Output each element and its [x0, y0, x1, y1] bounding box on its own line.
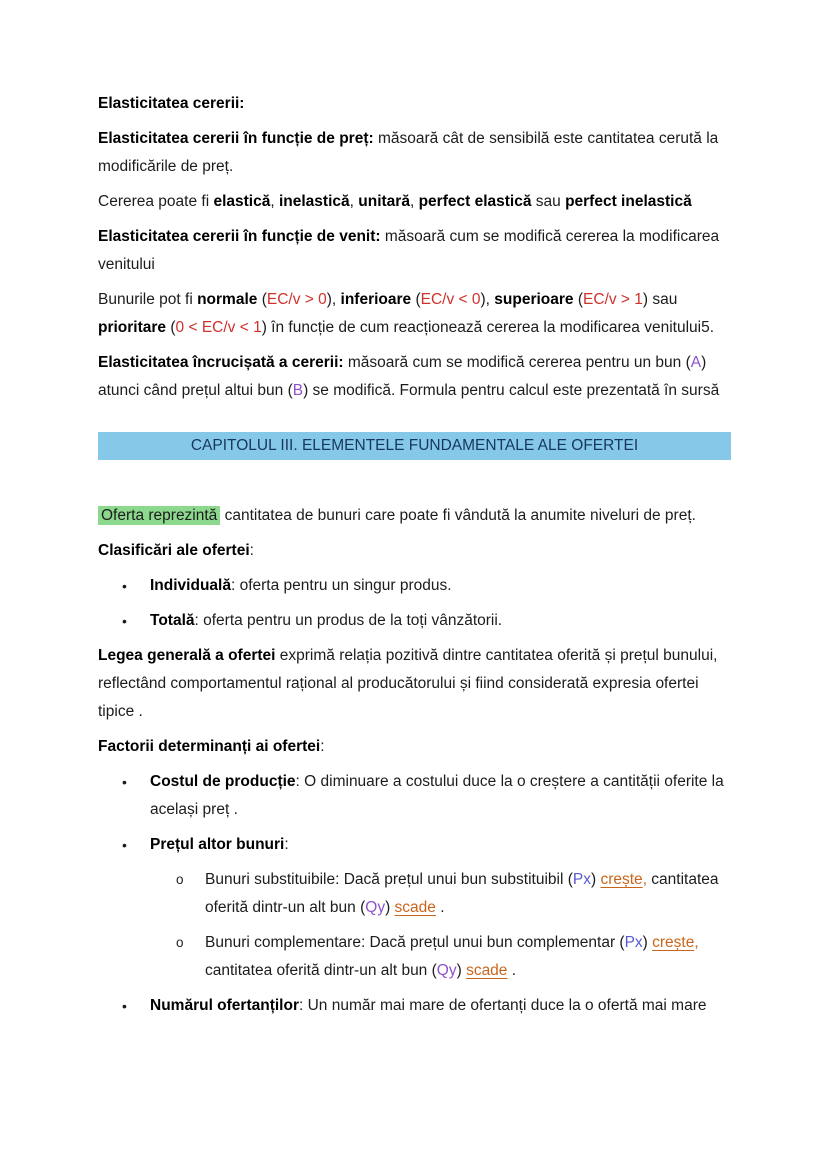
sub-bullet-icon: o — [176, 872, 184, 887]
list-item-bunuri-complementare — [98, 929, 731, 985]
text-run: inferioare — [340, 291, 412, 308]
text-run: Prețul altor bunuri — [150, 836, 285, 853]
text-run: exprimă relația pozitivă dintre cantitatea oferită și prețul bunului, reflectând comportamentul rațional al producătorului și fiind considerată expresia ofertei tipice . — [98, 647, 718, 720]
text-run: . — [435, 899, 445, 916]
text-run: : oferta pentru un singur produs. — [230, 577, 452, 594]
list-item-costul-productie — [98, 768, 731, 824]
para-tipuri-cerere — [98, 188, 731, 216]
link-like-run: scade — [394, 899, 436, 916]
text-run: ) se modifică. Formula pentru calcul este prezentată în sursă — [303, 382, 720, 399]
para-clasificari-title — [98, 537, 731, 565]
text-run: , — [270, 193, 279, 210]
para-legea-generala — [98, 642, 731, 726]
list-item-text — [150, 831, 731, 859]
list-item-text — [150, 572, 731, 600]
variable-run: A — [690, 354, 702, 371]
text-run: ) — [385, 899, 395, 916]
text-run: , — [409, 193, 419, 210]
chapter-heading-text: CAPITOLUL III. ELEMENTELE FUNDAMENTALE ALE OFERTEI — [190, 437, 639, 454]
text-run: ( — [166, 319, 176, 336]
text-run: Elasticitatea cererii: — [98, 95, 245, 112]
list-item-bunuri-substituibile — [98, 866, 731, 922]
text-run: Cererea poate fi — [98, 193, 214, 210]
text-run: : — [284, 836, 289, 853]
text-run: unitară — [358, 193, 410, 210]
text-run: Numărul ofertanților — [150, 997, 299, 1014]
variable-run: Px — [624, 934, 643, 951]
text-run: Bunuri substituibile: Dacă prețul unui bun substituibil ( — [205, 871, 573, 888]
formula-run: EC/v > 0 — [266, 291, 327, 308]
bullet-icon: • — [122, 774, 127, 790]
text-run: măsoară cum se modifică cererea la modificarea venitului — [98, 228, 720, 273]
link-like-run: crește — [600, 871, 643, 888]
variable-run: Px — [572, 871, 591, 888]
list-item-pretul-altor-bunuri — [98, 831, 731, 859]
list-item-numarul-ofertantilor — [98, 992, 731, 1020]
text-run: ) — [456, 962, 467, 979]
text-run: : O diminuare a costului duce la o creștere a cantității oferite la același preț . — [150, 773, 724, 818]
variable-run: Qy — [365, 899, 386, 916]
formula-run: EC/v > 1 — [583, 291, 643, 308]
list-item-text — [205, 866, 731, 922]
text-run: Clasificări ale ofertei — [98, 542, 250, 559]
text-run: Bunurile pot fi — [98, 291, 198, 308]
list-item-totala — [98, 607, 731, 635]
text-run: ) atunci când prețul altui bun ( — [98, 354, 707, 399]
text-run: măsoară cât de sensibilă este cantitatea cerută la modificările de preț. — [98, 130, 719, 175]
text-run: : Un număr mai mare de ofertanți duce la o ofertă mai mare — [298, 997, 707, 1014]
highlighted-text: Oferta reprezintă — [98, 506, 220, 525]
text-run: Elasticitatea încrucișată a cererii: — [98, 354, 344, 371]
para-elasticitatea-cererii-title — [98, 90, 731, 118]
text-run: Elasticitatea cererii în funcție de venit: — [98, 228, 381, 245]
text-run: , — [349, 193, 359, 210]
text-run: ( — [257, 291, 267, 308]
text-run: Elasticitatea cererii în funcție de preț: — [98, 130, 374, 147]
text-run: perfect elastică — [418, 193, 532, 210]
text-run: : oferta pentru un produs de la toți vânzătorii. — [194, 612, 503, 629]
list-item-individuala — [98, 572, 731, 600]
para-elasticitate-venit — [98, 223, 731, 279]
text-run: superioare — [494, 291, 574, 308]
para-elasticitate-pret — [98, 125, 731, 181]
text-run: ) — [591, 871, 601, 888]
para-elasticitate-incrucisata — [98, 349, 731, 405]
text-run: ) în funcție de cum reacționează cererea la modificarea venitului5. — [261, 319, 715, 336]
bullet-icon: • — [122, 837, 127, 853]
formula-run: 0 < EC/v < 1 — [175, 319, 262, 336]
text-run: ( — [573, 291, 584, 308]
formula-run: EC/v < 0 — [420, 291, 481, 308]
text-run: : — [249, 542, 254, 559]
variable-run: B — [292, 382, 304, 399]
list-item-text — [150, 992, 731, 1020]
text-run: Totală — [150, 612, 195, 629]
list-item-text — [150, 607, 731, 635]
text-run: ), — [480, 291, 495, 308]
text-run: ) sau — [642, 291, 678, 308]
link-like-run: crește — [652, 934, 695, 951]
text-run: cantitatea oferită dintr-un alt bun ( — [205, 871, 719, 916]
text-run: Factorii determinanți ai ofertei — [98, 738, 321, 755]
bullet-icon: • — [122, 578, 127, 594]
para-tipuri-bunuri — [98, 286, 731, 342]
text-run: Legea generală a ofertei — [98, 647, 276, 664]
link-like-run: scade — [466, 962, 508, 979]
text-run: perfect inelastică — [565, 193, 692, 210]
text-run: Costul de producție — [150, 773, 296, 790]
list-item-text — [150, 768, 731, 824]
text-run: elastică — [213, 193, 271, 210]
text-run: prioritare — [98, 319, 167, 336]
list-item-text — [205, 929, 731, 985]
text-run: , — [694, 934, 699, 951]
text-run: ( — [411, 291, 421, 308]
para-factori-title — [98, 733, 731, 761]
variable-run: Qy — [436, 962, 457, 979]
sub-bullet-icon: o — [176, 935, 184, 950]
text-run: , — [642, 871, 647, 888]
text-run: . — [507, 962, 517, 979]
bullet-icon: • — [122, 613, 127, 629]
text-run: cantitatea de bunuri care poate fi vândută la anumite niveluri de preț. — [220, 507, 696, 524]
para-oferta-definitie — [98, 502, 731, 530]
text-run: : — [320, 738, 325, 755]
text-run: cantitatea oferită dintr-un alt bun ( — [205, 962, 437, 979]
text-run: ), — [326, 291, 341, 308]
text-run: ) — [642, 934, 653, 951]
text-run: normale — [197, 291, 258, 308]
chapter-heading-banner — [98, 432, 731, 460]
text-run: inelastică — [278, 193, 350, 210]
text-run: sau — [531, 193, 566, 210]
bullet-icon: • — [122, 998, 127, 1014]
text-run: măsoară cum se modifică cererea pentru un bun ( — [343, 354, 691, 371]
text-run: Bunuri complementare: Dacă prețul unui bun complementar ( — [205, 934, 625, 951]
text-run: Individuală — [150, 577, 231, 594]
